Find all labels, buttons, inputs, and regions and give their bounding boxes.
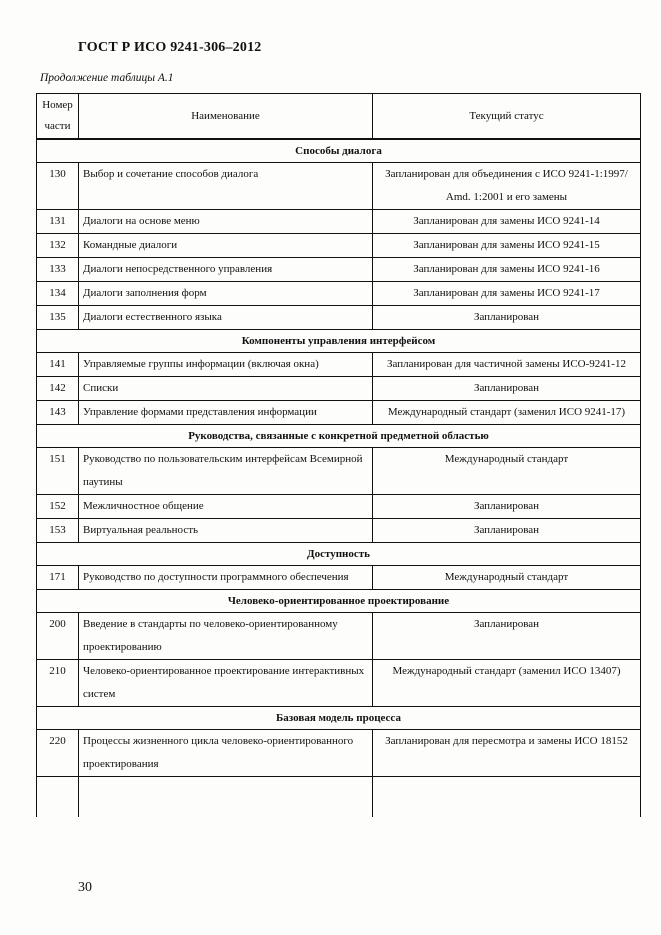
table-row: [37, 613, 641, 660]
part-status-cell: Международный стандарт (заменил ИСО 9241-17): [373, 401, 641, 425]
column-header-number: [37, 94, 79, 140]
part-number-cell: 143: [37, 401, 79, 425]
column-header-status: Текущий статус: [373, 94, 641, 140]
part-name-cell: Виртуальная реальность: [79, 519, 373, 543]
table-row: [37, 730, 641, 777]
part-name-cell: Списки: [79, 377, 373, 401]
section-header-row: [37, 330, 641, 353]
section-header-row: [37, 590, 641, 613]
part-status-cell: Запланирован для замены ИСО 9241-16: [373, 258, 641, 282]
part-name-cell: Управление формами представления информации: [79, 401, 373, 425]
part-number-cell: 142: [37, 377, 79, 401]
section-header-row: [37, 139, 641, 163]
table-row: [37, 660, 641, 707]
part-name-cell: Управляемые группы информации (включая окна): [79, 353, 373, 377]
table-row: [37, 353, 641, 377]
part-status-cell: Запланирован: [373, 613, 641, 660]
part-status-cell: Международный стандарт: [373, 448, 641, 495]
part-name-cell: Руководство по доступности программного обеспечения: [79, 566, 373, 590]
part-number-cell: 200: [37, 613, 79, 660]
part-number-cell: 141: [37, 353, 79, 377]
section-title: Человеко-ориентированное проектирование: [37, 590, 641, 613]
part-name-cell: Диалоги непосредственного управления: [79, 258, 373, 282]
table-continuation-space: [37, 777, 641, 818]
section-title: Способы диалога: [37, 139, 641, 163]
part-name-cell: Диалоги на основе меню: [79, 210, 373, 234]
table-row: [37, 306, 641, 330]
part-number-cell: 132: [37, 234, 79, 258]
section-title: Базовая модель процесса: [37, 707, 641, 730]
table-row: [37, 566, 641, 590]
part-name-cell: Выбор и сочетание способов диалога: [79, 163, 373, 210]
part-name-cell: Диалоги заполнения форм: [79, 282, 373, 306]
part-number-cell: 171: [37, 566, 79, 590]
part-name-cell: Человеко-ориентированное проектирование интерактивных систем: [79, 660, 373, 707]
table-row: [37, 282, 641, 306]
part-number-cell: 220: [37, 730, 79, 777]
section-header-row: [37, 707, 641, 730]
part-number-cell: 130: [37, 163, 79, 210]
part-status-cell: Запланирован для частичной замены ИСО-9241-12: [373, 353, 641, 377]
table-row: [37, 163, 641, 210]
standards-table: [36, 93, 641, 817]
part-status-cell: Запланирован для замены ИСО 9241-17: [373, 282, 641, 306]
part-status-cell: Запланирован для замены ИСО 9241-15: [373, 234, 641, 258]
part-number-cell: 210: [37, 660, 79, 707]
part-status-cell: Запланирован для пересмотра и замены ИСО 18152: [373, 730, 641, 777]
column-header-number-line1: Номер: [42, 99, 73, 111]
part-name-cell: Межличностное общение: [79, 495, 373, 519]
part-status-cell: Запланирован: [373, 377, 641, 401]
column-header-number-line2: части: [44, 120, 71, 132]
part-status-cell: Запланирован: [373, 306, 641, 330]
table-row: [37, 210, 641, 234]
part-number-cell: 152: [37, 495, 79, 519]
section-title: Компоненты управления интерфейсом: [37, 330, 641, 353]
table-row: [37, 519, 641, 543]
document-title: ГОСТ Р ИСО 9241-306–2012: [78, 40, 262, 55]
table-body: [37, 139, 641, 817]
part-name-cell: Командные диалоги: [79, 234, 373, 258]
table-row: [37, 377, 641, 401]
empty-cell: [373, 777, 641, 818]
table-row: [37, 401, 641, 425]
part-name-cell: Руководство по пользовательским интерфейсам Всемирной паутины: [79, 448, 373, 495]
table-header-row: [37, 94, 641, 140]
table-row: [37, 448, 641, 495]
empty-cell: [79, 777, 373, 818]
part-number-cell: 133: [37, 258, 79, 282]
table-row: [37, 234, 641, 258]
part-status-cell: Международный стандарт (заменил ИСО 13407): [373, 660, 641, 707]
part-name-cell: Процессы жизненного цикла человеко-ориентированного проектирования: [79, 730, 373, 777]
part-status-cell: Запланирован для замены ИСО 9241-14: [373, 210, 641, 234]
section-header-row: [37, 425, 641, 448]
column-header-name: Наименование: [79, 94, 373, 140]
table-row: [37, 495, 641, 519]
section-title: Руководства, связанные с конкретной предметной областью: [37, 425, 641, 448]
part-number-cell: 153: [37, 519, 79, 543]
part-number-cell: 151: [37, 448, 79, 495]
part-status-cell: Международный стандарт: [373, 566, 641, 590]
part-name-cell: Введение в стандарты по человеко-ориентированному проектированию: [79, 613, 373, 660]
part-number-cell: 134: [37, 282, 79, 306]
part-status-cell: Запланирован для объединения с ИСО 9241-1:1997/ Amd. 1:2001 и его замены: [373, 163, 641, 210]
table-row: [37, 258, 641, 282]
part-status-cell: Запланирован: [373, 519, 641, 543]
section-header-row: [37, 543, 641, 566]
part-status-cell: Запланирован: [373, 495, 641, 519]
part-number-cell: 135: [37, 306, 79, 330]
section-title: Доступность: [37, 543, 641, 566]
part-number-cell: 131: [37, 210, 79, 234]
table-caption: Продолжение таблицы А.1: [40, 72, 174, 84]
empty-cell: [37, 777, 79, 818]
part-name-cell: Диалоги естественного языка: [79, 306, 373, 330]
page-number: 30: [78, 880, 92, 895]
